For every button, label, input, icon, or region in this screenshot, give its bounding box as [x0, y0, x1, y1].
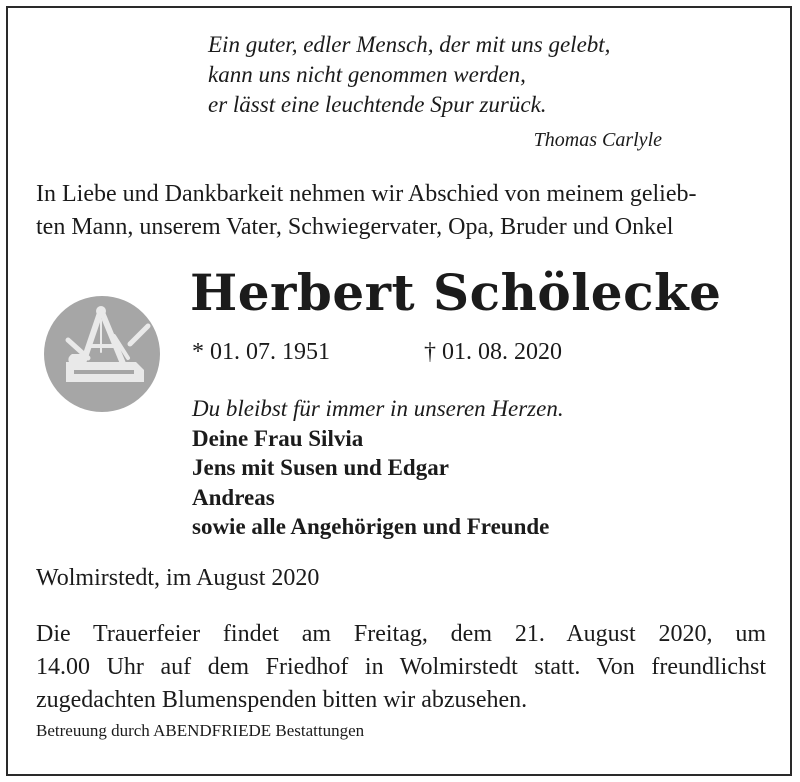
carpenter-tools-icon	[44, 296, 160, 412]
service-line: 14.00 Uhr auf dem Friedhof in Wolmirstedt statt. Von freundlichst	[36, 654, 766, 680]
death-cross-symbol: †	[424, 339, 436, 365]
quote-line: kann uns nicht genommen werden,	[208, 62, 526, 87]
quote-line: er lässt eine leuchtende Spur zurück.	[208, 92, 547, 117]
mourner-name: Deine Frau Silvia	[192, 425, 364, 451]
intro-text	[36, 178, 768, 244]
death-date-value: 01. 08. 2020	[442, 339, 562, 365]
service-info	[36, 618, 766, 717]
service-line: zugedachten Blumenspenden bitten wir abzusehen.	[36, 687, 528, 713]
mourner-name: Jens mit Susen und Edgar	[192, 455, 449, 480]
farewell-motto: Du bleibst für immer in unseren Herzen.	[192, 396, 564, 421]
deceased-name: Herbert Schölecke	[190, 263, 722, 322]
mourner-name: Andreas	[192, 484, 275, 510]
intro-line: ten Mann, unserem Vater, Schwiegervater, Opa, Bruder und Onkel	[36, 214, 674, 240]
quote-author: Thomas Carlyle	[533, 129, 662, 151]
death-date	[424, 336, 562, 368]
place-and-date: Wolmirstedt, im August 2020	[36, 565, 320, 591]
service-line: Die Trauerfeier findet am Freitag, dem 21. August 2020, um	[36, 621, 766, 647]
intro-line: In Liebe und Dankbarkeit nehmen wir Abschied von meinem gelieb-	[36, 181, 697, 207]
quote	[208, 30, 668, 120]
birth-star-symbol: *	[192, 339, 204, 365]
birth-date-value: 01. 07. 1951	[210, 339, 330, 365]
mourner-name: sowie alle Angehörigen und Freunde	[192, 514, 550, 539]
mourners	[192, 394, 752, 542]
birth-date	[192, 336, 330, 368]
funeral-home-credit: Betreuung durch ABENDFRIEDE Bestattungen	[36, 721, 365, 740]
quote-line: Ein guter, edler Mensch, der mit uns gelebt,	[208, 32, 611, 57]
